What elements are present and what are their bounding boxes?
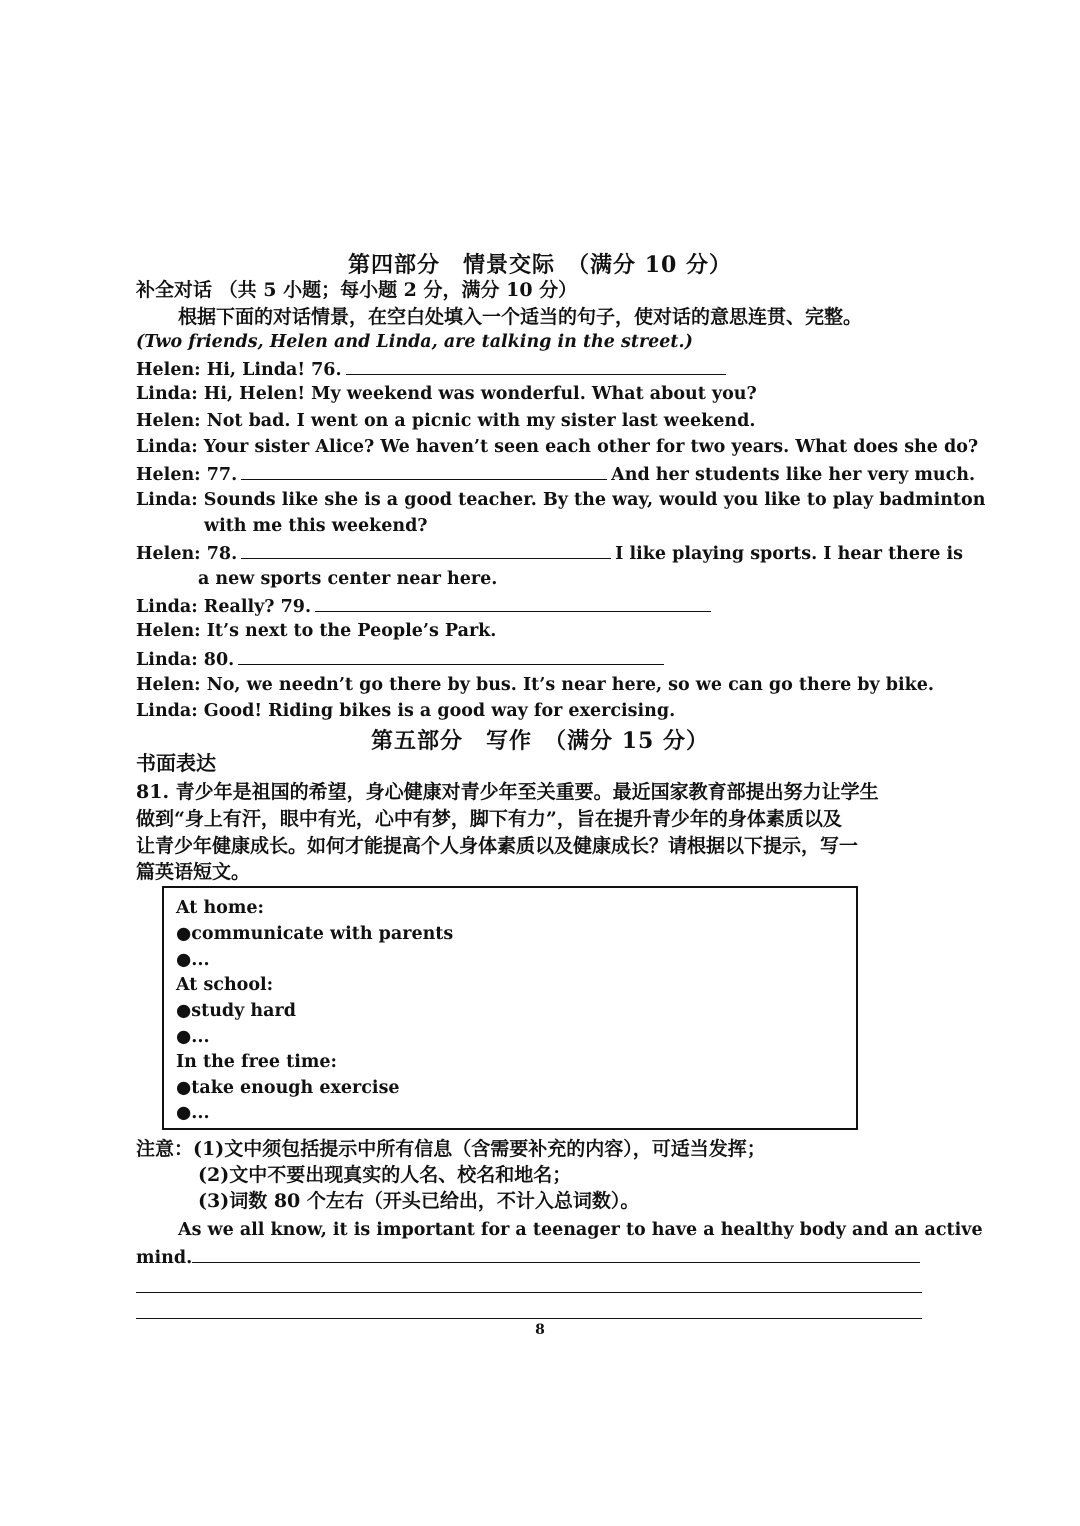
part5-title: 第五部分 写作 （满分 15 分） bbox=[371, 728, 709, 754]
essay-opening: As we all know, it is important for a teenager to have a healthy body and an active bbox=[178, 1220, 983, 1240]
answer-blank-77[interactable] bbox=[241, 462, 607, 480]
essay-opening-cont: mind. bbox=[136, 1245, 924, 1269]
hint-study-hard: ●study hard bbox=[176, 1001, 296, 1021]
dialogue-line-7-cont: a new sports center near here. bbox=[198, 569, 498, 589]
answer-blank-80[interactable] bbox=[238, 647, 664, 665]
prompt-line-2: 做到“身上有汗，眼中有光，心中有梦，脚下有力”，旨在提升青少年的身体素质以及 bbox=[136, 808, 842, 830]
essay-line-2[interactable] bbox=[136, 1292, 922, 1293]
dialogue-line-2: Linda: Hi, Helen! My weekend was wonderful. What about you? bbox=[136, 384, 757, 404]
note-2: (2)文中不要出现真实的人名、校名和地名； bbox=[198, 1164, 572, 1186]
dialogue-line-11: Helen: No, we needn’t go there by bus. It’s near here, so we can go there by bike. bbox=[136, 675, 935, 695]
hint-at-school: At school: bbox=[176, 975, 274, 995]
note-3: (3)词数 80 个左右（开头已给出，不计入总词数）。 bbox=[198, 1190, 640, 1212]
hint-exercise: ●take enough exercise bbox=[176, 1078, 400, 1098]
dialogue-line-5: Helen: 77. And her students like her very much. bbox=[136, 462, 975, 486]
dialogue-line-4: Linda: Your sister Alice? We haven’t seen each other for two years. What does she do? bbox=[136, 437, 979, 457]
part4-instruction: 根据下面的对话情景，在空白处填入一个适当的句子，使对话的意思连贯、完整。 bbox=[178, 306, 863, 328]
dialogue-line-3: Helen: Not bad. I went on a picnic with my sister last weekend. bbox=[136, 411, 756, 431]
answer-blank-76[interactable] bbox=[346, 357, 726, 375]
hint-free-time: In the free time: bbox=[176, 1052, 337, 1072]
hint-ellipsis-3: ●... bbox=[176, 1103, 210, 1123]
prompt-line-3: 让青少年健康成长。如何才能提高个人身体素质以及健康成长？请根据以下提示，写一 bbox=[136, 835, 859, 857]
essay-line-1[interactable] bbox=[192, 1245, 920, 1263]
dialogue-line-7: Helen: 78. I like playing sports. I hear there is bbox=[136, 541, 963, 565]
dialogue-context: (Two friends, Helen and Linda, are talking in the street.) bbox=[136, 332, 693, 352]
essay-line-3[interactable] bbox=[136, 1318, 922, 1319]
dialogue-line-12: Linda: Good! Riding bikes is a good way for exercising. bbox=[136, 701, 676, 721]
note-1: 注意：(1)文中须包括提示中所有信息（含需要补充的内容），可适当发挥； bbox=[136, 1138, 766, 1160]
dialogue-line-6-cont: with me this weekend? bbox=[204, 516, 428, 536]
dialogue-line-9: Helen: It’s next to the People’s Park. bbox=[136, 621, 497, 641]
prompt-line-4: 篇英语短文。 bbox=[136, 861, 251, 883]
dialogue-line-10: Linda: 80. bbox=[136, 647, 668, 671]
answer-blank-79[interactable] bbox=[315, 594, 711, 612]
page-number: 8 bbox=[535, 1322, 545, 1338]
answer-blank-78[interactable] bbox=[241, 541, 611, 559]
hint-ellipsis-1: ●... bbox=[176, 950, 210, 970]
dialogue-line-1: Helen: Hi, Linda! 76. bbox=[136, 357, 730, 381]
hint-communicate: ●communicate with parents bbox=[176, 924, 454, 944]
dialogue-line-8: Linda: Really? 79. bbox=[136, 594, 715, 618]
part4-title: 第四部分 情景交际 （满分 10 分） bbox=[348, 252, 732, 278]
dialogue-line-6: Linda: Sounds like she is a good teacher. By the way, would you like to play badminton bbox=[136, 490, 986, 510]
part5-subtitle: 书面表达 bbox=[136, 751, 216, 775]
hint-ellipsis-2: ●... bbox=[176, 1027, 210, 1047]
hint-at-home: At home: bbox=[176, 898, 264, 918]
part4-subtitle: 补全对话 （共 5 小题；每小题 2 分，满分 10 分） bbox=[136, 279, 578, 301]
prompt-line-1: 81. 青少年是祖国的希望，身心健康对青少年至关重要。最近国家教育部提出努力让学生 bbox=[136, 781, 879, 803]
